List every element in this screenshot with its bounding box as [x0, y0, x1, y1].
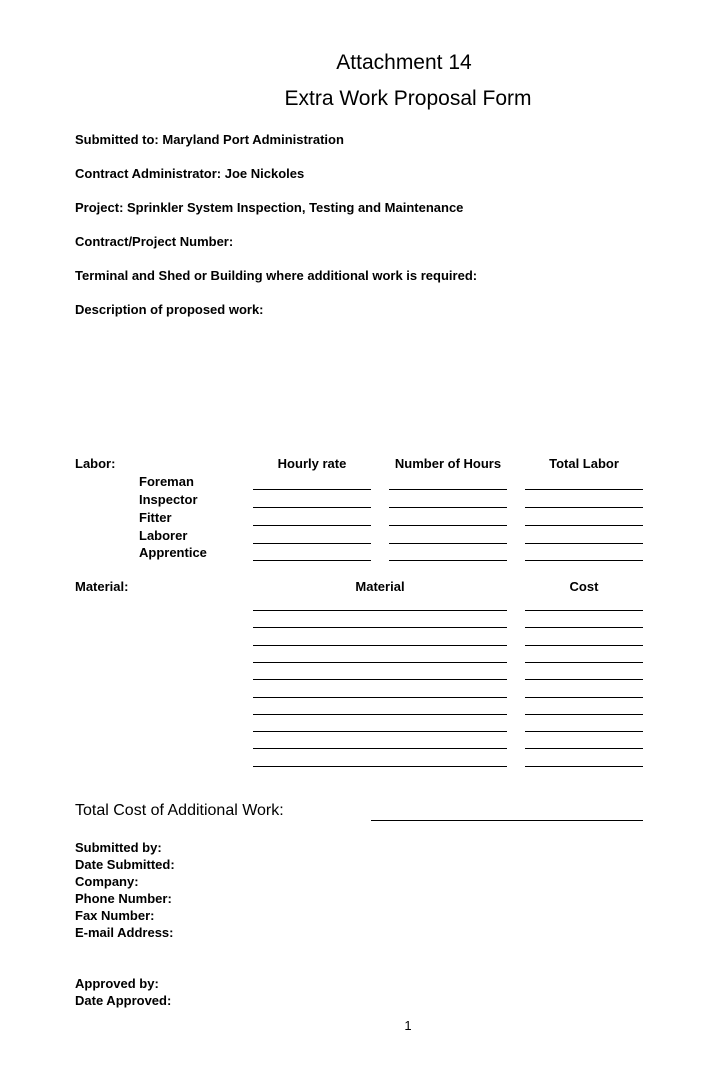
cost-line[interactable] — [525, 731, 643, 732]
hourly-rate-line[interactable] — [253, 560, 371, 561]
material-line[interactable] — [253, 714, 507, 715]
total-labor-line[interactable] — [525, 560, 643, 561]
project-field: Project: Sprinkler System Inspection, Testing and Maintenance — [75, 200, 464, 215]
hours-line[interactable] — [389, 507, 507, 508]
submitted-to-field: Submitted to: Maryland Port Administration — [75, 132, 344, 147]
submitted-by-label: Submitted by: — [75, 840, 162, 855]
hours-line[interactable] — [389, 560, 507, 561]
description-field: Description of proposed work: — [75, 302, 264, 317]
labor-role: Fitter — [139, 510, 172, 525]
hours-line[interactable] — [389, 525, 507, 526]
email-address-label: E-mail Address: — [75, 925, 174, 940]
labor-role: Apprentice — [139, 545, 207, 560]
hourly-rate-header: Hourly rate — [277, 456, 347, 471]
cost-line[interactable] — [525, 662, 643, 663]
material-line[interactable] — [253, 748, 507, 749]
cost-header: Cost — [569, 579, 599, 594]
hours-header: Number of Hours — [394, 456, 502, 471]
material-line[interactable] — [253, 627, 507, 628]
cost-line[interactable] — [525, 610, 643, 611]
cost-line[interactable] — [525, 714, 643, 715]
hourly-rate-line[interactable] — [253, 525, 371, 526]
total-cost-label: Total Cost of Additional Work: — [75, 802, 284, 819]
contract-administrator-field: Contract Administrator: Joe Nickoles — [75, 166, 305, 181]
hourly-rate-line[interactable] — [253, 489, 371, 490]
material-header: Material — [355, 579, 405, 594]
date-approved-label: Date Approved: — [75, 993, 172, 1008]
cost-line[interactable] — [525, 766, 643, 767]
labor-role: Foreman — [139, 474, 194, 489]
form-title: Extra Work Proposal Form — [284, 87, 532, 110]
contract-number-field: Contract/Project Number: — [75, 234, 234, 249]
cost-line[interactable] — [525, 679, 643, 680]
approved-by-label: Approved by: — [75, 976, 159, 991]
material-label: Material: — [75, 579, 129, 594]
page-number: 1 — [404, 1018, 412, 1033]
total-labor-line[interactable] — [525, 525, 643, 526]
material-line[interactable] — [253, 766, 507, 767]
terminal-field: Terminal and Shed or Building where additional work is required: — [75, 268, 478, 283]
total-labor-line[interactable] — [525, 543, 643, 544]
cost-line[interactable] — [525, 697, 643, 698]
cost-line[interactable] — [525, 645, 643, 646]
labor-label: Labor: — [75, 456, 116, 471]
material-line[interactable] — [253, 731, 507, 732]
total-labor-line[interactable] — [525, 507, 643, 508]
hourly-rate-line[interactable] — [253, 543, 371, 544]
material-line[interactable] — [253, 662, 507, 663]
phone-number-label: Phone Number: — [75, 891, 172, 906]
total-labor-header: Total Labor — [549, 456, 619, 471]
material-line[interactable] — [253, 610, 507, 611]
hourly-rate-line[interactable] — [253, 507, 371, 508]
labor-role: Laborer — [139, 528, 188, 543]
hours-line[interactable] — [389, 543, 507, 544]
form-attachment-title: Attachment 14 — [336, 51, 472, 74]
material-line[interactable] — [253, 645, 507, 646]
total-labor-line[interactable] — [525, 489, 643, 490]
material-line[interactable] — [253, 697, 507, 698]
fax-number-label: Fax Number: — [75, 908, 155, 923]
cost-line[interactable] — [525, 748, 643, 749]
total-cost-line[interactable] — [371, 820, 643, 821]
hours-line[interactable] — [389, 489, 507, 490]
cost-line[interactable] — [525, 627, 643, 628]
material-line[interactable] — [253, 679, 507, 680]
company-label: Company: — [75, 874, 139, 889]
labor-role: Inspector — [139, 492, 198, 507]
date-submitted-label: Date Submitted: — [75, 857, 175, 872]
